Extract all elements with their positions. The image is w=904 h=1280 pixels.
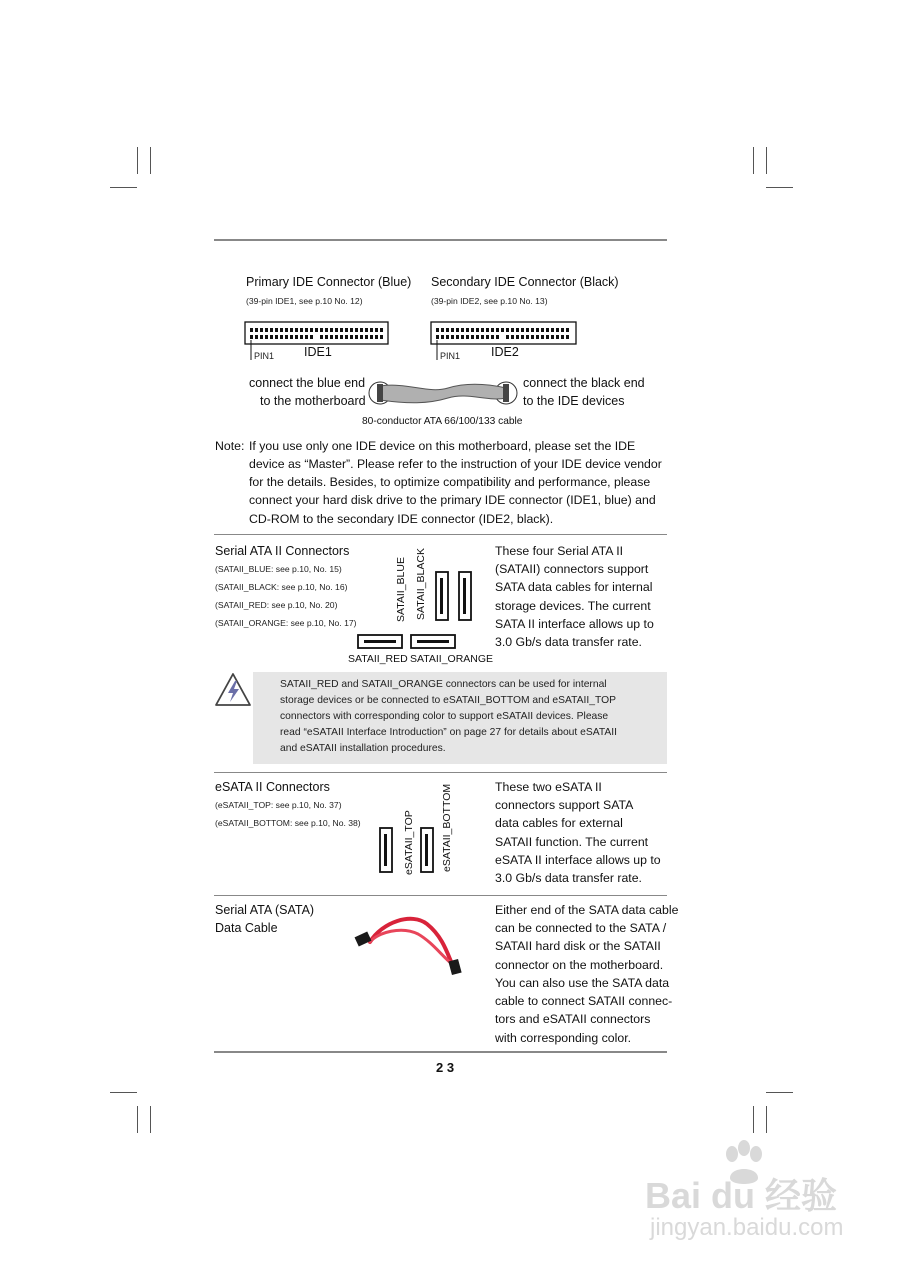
- secondary-ide-ref: (39-pin IDE2, see p.10 No. 13): [431, 296, 548, 306]
- sata2-desc-line: SATA data cables for internal: [495, 580, 653, 594]
- crop-mark: [137, 1106, 138, 1133]
- watermark-brand: Bai du 经验: [645, 1175, 838, 1216]
- sata2-black-label: SATAII_BLACK: [415, 548, 427, 620]
- crop-mark: [753, 147, 754, 174]
- ide-ribbon-cable-illustration: [368, 376, 520, 412]
- header-rule: [214, 239, 667, 241]
- esata-desc-line: eSATA II interface allows up to: [495, 853, 661, 867]
- pin1-label-ide1: PIN1: [254, 351, 275, 361]
- pin1-label-ide2: PIN1: [440, 351, 461, 361]
- crop-mark: [766, 1092, 793, 1093]
- sata-cable-desc-line: tors and eSATAII connectors: [495, 1012, 651, 1026]
- note-label: Note:: [215, 439, 245, 453]
- crop-mark: [137, 147, 138, 174]
- sata2-desc-line: 3.0 Gb/s data transfer rate.: [495, 635, 642, 649]
- esata-desc-line: connectors support SATA: [495, 798, 634, 812]
- crop-mark: [150, 147, 151, 174]
- sata-cable-desc-line: SATAII hard disk or the SATAII: [495, 939, 661, 953]
- section-rule: [214, 772, 667, 773]
- note-line: device as “Master”. Please refer to the instruction of your IDE device vendor: [249, 457, 662, 471]
- sata2-red-label: SATAII_RED: [348, 653, 408, 665]
- esata-ref: (eSATAII_TOP: see p.10, No. 37): [215, 800, 342, 810]
- sata-data-cable-illustration: [352, 912, 468, 978]
- ide1-label: IDE1: [304, 345, 332, 359]
- sata-cable-desc-line: connector on the motherboard.: [495, 958, 664, 972]
- warning-icon: [213, 671, 253, 709]
- crop-mark: [110, 187, 137, 188]
- callout-line: and eSATAII installation procedures.: [280, 743, 446, 754]
- footer-rule: [214, 1051, 667, 1053]
- sata-cable-desc-line: with corresponding color.: [495, 1031, 632, 1045]
- section-rule: [214, 895, 667, 896]
- esata-desc-line: These two eSATA II: [495, 780, 602, 794]
- sata2-desc-line: storage devices. The current: [495, 599, 651, 613]
- esata-desc-line: data cables for external: [495, 816, 623, 830]
- cable-caption: 80-conductor ATA 66/100/133 cable: [362, 416, 523, 427]
- sata2-ref: (SATAII_BLACK: see p.10, No. 16): [215, 582, 348, 592]
- esata-title: eSATA II Connectors: [215, 780, 330, 794]
- sata2-ref: (SATAII_BLUE: see p.10, No. 15): [215, 564, 342, 574]
- esata-desc-line: SATAII function. The current: [495, 835, 649, 849]
- sata-cable-desc-line: can be connected to the SATA /: [495, 921, 667, 935]
- callout-line: storage devices or be connected to eSATAII_BOTTOM and eSATAII_TOP: [280, 695, 616, 706]
- sata2-orange-label: SATAII_ORANGE: [410, 653, 494, 665]
- esata-top-label: eSATAII_TOP: [403, 810, 415, 875]
- secondary-ide-title: Secondary IDE Connector (Black): [431, 275, 619, 289]
- note-line: connect your hard disk drive to the primary IDE connector (IDE1, blue) and: [249, 493, 656, 507]
- esata-desc-line: 3.0 Gb/s data transfer rate.: [495, 871, 642, 885]
- sata2-desc-line: SATA II interface allows up to: [495, 617, 654, 631]
- blue-end-line2: to the motherboard: [260, 394, 366, 408]
- sata-cable-desc-line: cable to connect SATAII connec-: [495, 994, 673, 1008]
- primary-ide-ref: (39-pin IDE1, see p.10 No. 12): [246, 296, 363, 306]
- ide2-label: IDE2: [491, 345, 519, 359]
- crop-mark: [766, 147, 767, 174]
- crop-mark: [150, 1106, 151, 1133]
- sata2-ref: (SATAII_ORANGE: see p.10, No. 17): [215, 618, 357, 628]
- black-end-line1: connect the black end: [523, 376, 645, 390]
- sata2-blue-label: SATAII_BLUE: [395, 557, 407, 622]
- black-end-line2: to the IDE devices: [523, 394, 625, 408]
- sata-cable-desc-line: You can also use the SATA data: [495, 976, 670, 990]
- sata-cable-desc-line: Either end of the SATA data cable: [495, 903, 679, 917]
- sata2-title: Serial ATA II Connectors: [215, 544, 350, 558]
- section-rule: [214, 534, 667, 535]
- note-line: for the details. Besides, to optimize compatibility and performance, please: [249, 475, 651, 489]
- blue-end-line1: connect the blue end: [249, 376, 366, 390]
- crop-mark: [753, 1106, 754, 1133]
- sata2-desc-line: (SATAII) connectors support: [495, 562, 649, 576]
- sata-cable-title-2: Data Cable: [215, 921, 278, 935]
- crop-mark: [766, 187, 793, 188]
- callout-line: connectors with corresponding color to support eSATAII devices. Please: [280, 711, 609, 722]
- crop-mark: [766, 1106, 767, 1133]
- sata2-ref: (SATAII_RED: see p.10, No. 20): [215, 600, 338, 610]
- esata-ref: (eSATAII_BOTTOM: see p.10, No. 38): [215, 818, 361, 828]
- esata-bottom-label: eSATAII_BOTTOM: [441, 783, 453, 872]
- sata2-desc-line: These four Serial ATA II: [495, 544, 624, 558]
- note-line: CD-ROM to the secondary IDE connector (IDE2, black).: [249, 512, 554, 526]
- note-line: If you use only one IDE device on this motherboard, please set the IDE: [249, 439, 636, 453]
- callout-line: SATAII_RED and SATAII_ORANGE connectors can be used for internal: [280, 679, 607, 690]
- page-number: 2 3: [436, 1060, 455, 1075]
- sata2-connectors-diagram: [352, 570, 482, 652]
- callout-line: read “eSATAII Interface Introduction” on page 27 for details about eSATAII: [280, 727, 617, 738]
- watermark-url: jingyan.baidu.com: [650, 1214, 844, 1241]
- sata-cable-title: Serial ATA (SATA): [215, 903, 315, 917]
- crop-mark: [110, 1092, 137, 1093]
- primary-ide-title: Primary IDE Connector (Blue): [246, 275, 412, 289]
